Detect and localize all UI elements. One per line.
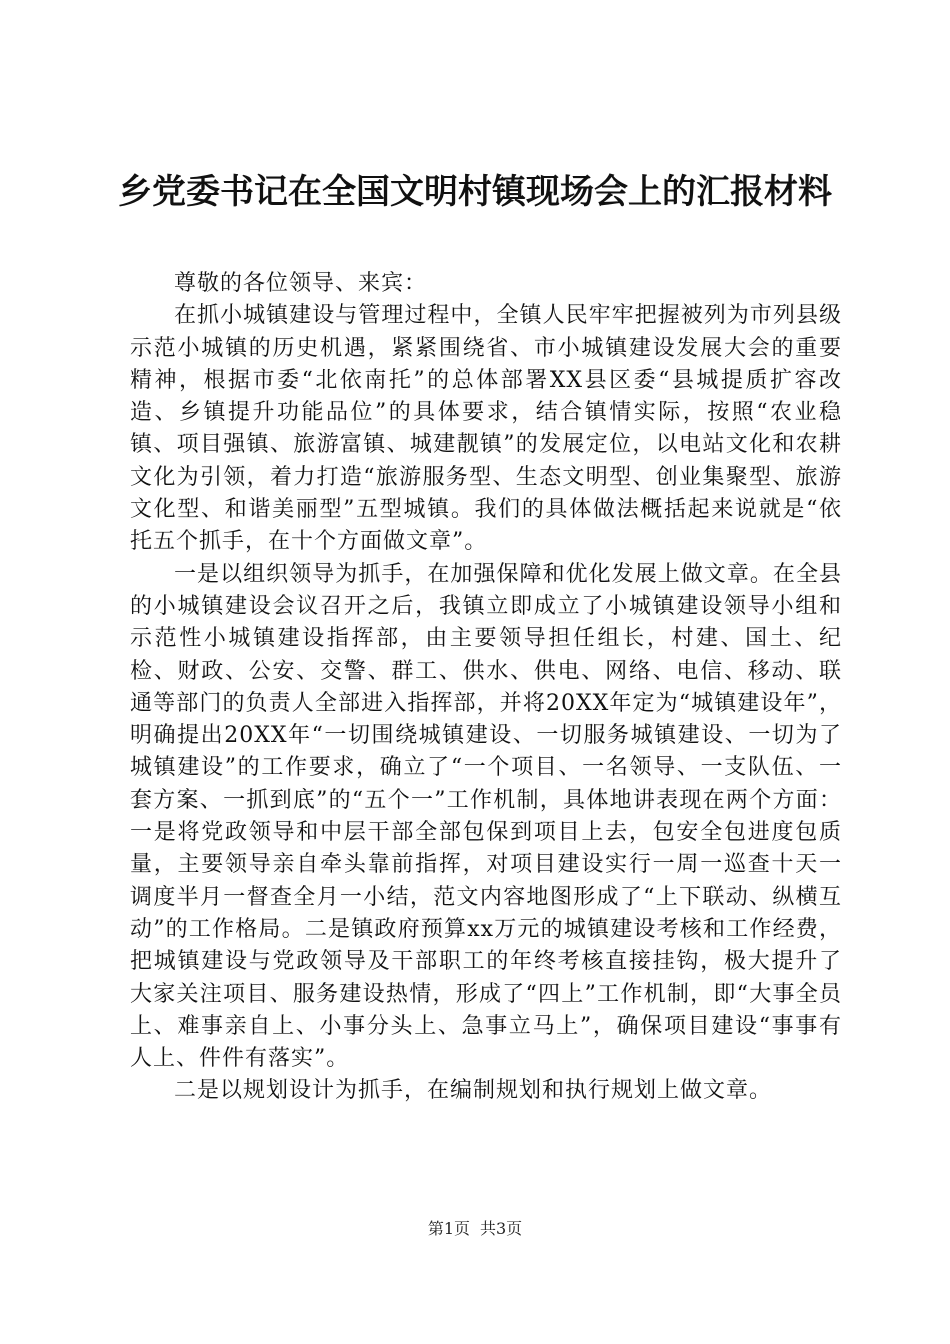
document-body (130, 268, 842, 1108)
page-footer (0, 1216, 950, 1239)
paragraph: 在抓小城镇建设与管理过程中，全镇人民牢牢把握被列为市列县级示范小城镇的历史机遇，紧紧围绕省、市小城镇建设发展大会的重要精神，根据市委“北依南托”的总体部署XX县区委“县城提质扩容改造、乡镇提升功能品位”的具体要求，结合镇情实际，按照“农业稳镇、项目强镇、旅游富镇、城建靓镇”的发展定位，以电站文化和农耕文化为引领，着力打造“旅游服务型、生态文明型、创业集聚型、旅游文化型、和谐美丽型”五型城镇。我们的具体做法概括起来说就是“依托五个抓手，在十个方面做文章”。 (130, 303, 842, 555)
paragraph: 二是以规划设计为抓手，在编制规划和执行规划上做文章。 (174, 1078, 773, 1104)
document-title: 乡党委书记在全国文明村镇现场会上的汇报材料 (118, 172, 832, 212)
page-number: 第1页 (427, 1219, 470, 1238)
page-total: 共3页 (480, 1219, 523, 1238)
salutation: 尊敬的各位领导、来宾： (174, 271, 428, 296)
paragraph: 一是以组织领导为抓手，在加强保障和优化发展上做文章。在全县的小城镇建设会议召开之后，我镇立即成立了小城镇建设领导小组和示范性小城镇建设指挥部，由主要领导担任组长，村建、国土、纪检、财政、公安、交警、群工、供水、供电、网络、电信、移动、联通等部门的负责人全部进入指挥部，并将20XX年定为“城镇建设年”，明确提出20XX年“一切围绕城镇建设、一切服务城镇建设、一切为了城镇建设”的工作要求，确立了“一个项目、一名领导、一支队伍、一套方案、一抓到底”的“五个一”工作机制，具体地讲表现在两个方面：一是将党政领导和中层干部全部包保到项目上去，包安全包进度包质量，主要领导亲自牵头靠前指挥，对项目建设实行一周一巡查十天一调度半月一督查全月一小结，范文内容地图形成了“上下联动、纵横互动”的工作格局。二是镇政府预算xx万元的城镇建设考核和工作经费，把城镇建设与党政领导及干部职工的年终考核直接挂钩，极大提升了大家关注项目、服务建设热情，形成了“四上”工作机制，即“大事全员上、难事亲自上、小事分头上、急事立马上”，确保项目建设“事事有人上、件件有落实”。 (130, 561, 842, 1072)
